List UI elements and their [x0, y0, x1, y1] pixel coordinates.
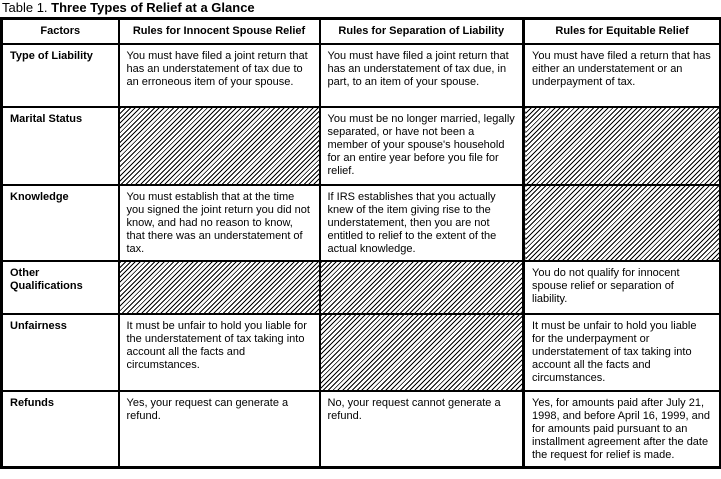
cell-text: Yes, your request can generate a refund. — [119, 391, 320, 468]
column-header-factors: Factors — [2, 19, 119, 44]
table-row-unfairness — [2, 314, 721, 391]
relief-comparison-table — [0, 17, 721, 469]
column-header-separation-liability: Rules for Separation of Liability — [320, 19, 524, 44]
cell-text: You do not qualify for innocent spouse relief or separation of liability. — [524, 261, 721, 314]
table-row-marital-status — [2, 107, 721, 185]
not-applicable-hatch-cell — [320, 314, 524, 391]
table-row-knowledge — [2, 185, 721, 261]
cell-text: You must have filed a return that has either an understatement or an underpayment of tax. — [524, 44, 721, 107]
not-applicable-hatch-cell — [320, 261, 524, 314]
factor-label: Type of Liability — [2, 44, 119, 107]
cell-text: You must have filed a joint return that has an understatement of tax due, in part, to an item of your spouse. — [320, 44, 524, 107]
table-row-type-of-liability — [2, 44, 721, 107]
document-title — [2, 0, 255, 15]
cell-text: Yes, for amounts paid after July 21, 1998, and before April 16, 1999, and for amounts paid pursuant to an installment agreement after the date the request for relief is made. — [524, 391, 721, 468]
cell-text: You must have filed a joint return that has an understatement of tax due to an erroneous item of your spouse. — [119, 44, 320, 107]
not-applicable-hatch-cell — [119, 261, 320, 314]
not-applicable-hatch-cell — [119, 107, 320, 185]
not-applicable-hatch-cell — [524, 107, 721, 185]
table-header-row — [2, 19, 721, 44]
table-title-text: Three Types of Relief at a Glance — [51, 0, 255, 15]
factor-label: Unfairness — [2, 314, 119, 391]
cell-text: It must be unfair to hold you liable for the understatement of tax taking into account all the facts and circumstances. — [119, 314, 320, 391]
cell-text: You must establish that at the time you signed the joint return you did not know, and had no reason to know, that there was an understatement of tax. — [119, 185, 320, 261]
table-number-label: Table 1. — [2, 0, 48, 15]
cell-text: No, your request cannot generate a refund. — [320, 391, 524, 468]
cell-text: If IRS establishes that you actually knew of the item giving rise to the understatement, then you are not entitled to relief to the extent of the actual knowledge. — [320, 185, 524, 261]
table-row-other-qualifications — [2, 261, 721, 314]
column-header-equitable-relief: Rules for Equitable Relief — [524, 19, 721, 44]
cell-text: You must be no longer married, legally separated, or have not been a member of your spouse's household for an entire year before you file for relief. — [320, 107, 524, 185]
table-row-refunds — [2, 391, 721, 468]
cell-text: It must be unfair to hold you liable for the underpayment or understatement of tax taking into account all the facts and circumstances. — [524, 314, 721, 391]
column-header-innocent-spouse: Rules for Innocent Spouse Relief — [119, 19, 320, 44]
factor-label: Refunds — [2, 391, 119, 468]
not-applicable-hatch-cell — [524, 185, 721, 261]
factor-label: Marital Status — [2, 107, 119, 185]
factor-label: Knowledge — [2, 185, 119, 261]
factor-label: Other Qualifications — [2, 261, 119, 314]
